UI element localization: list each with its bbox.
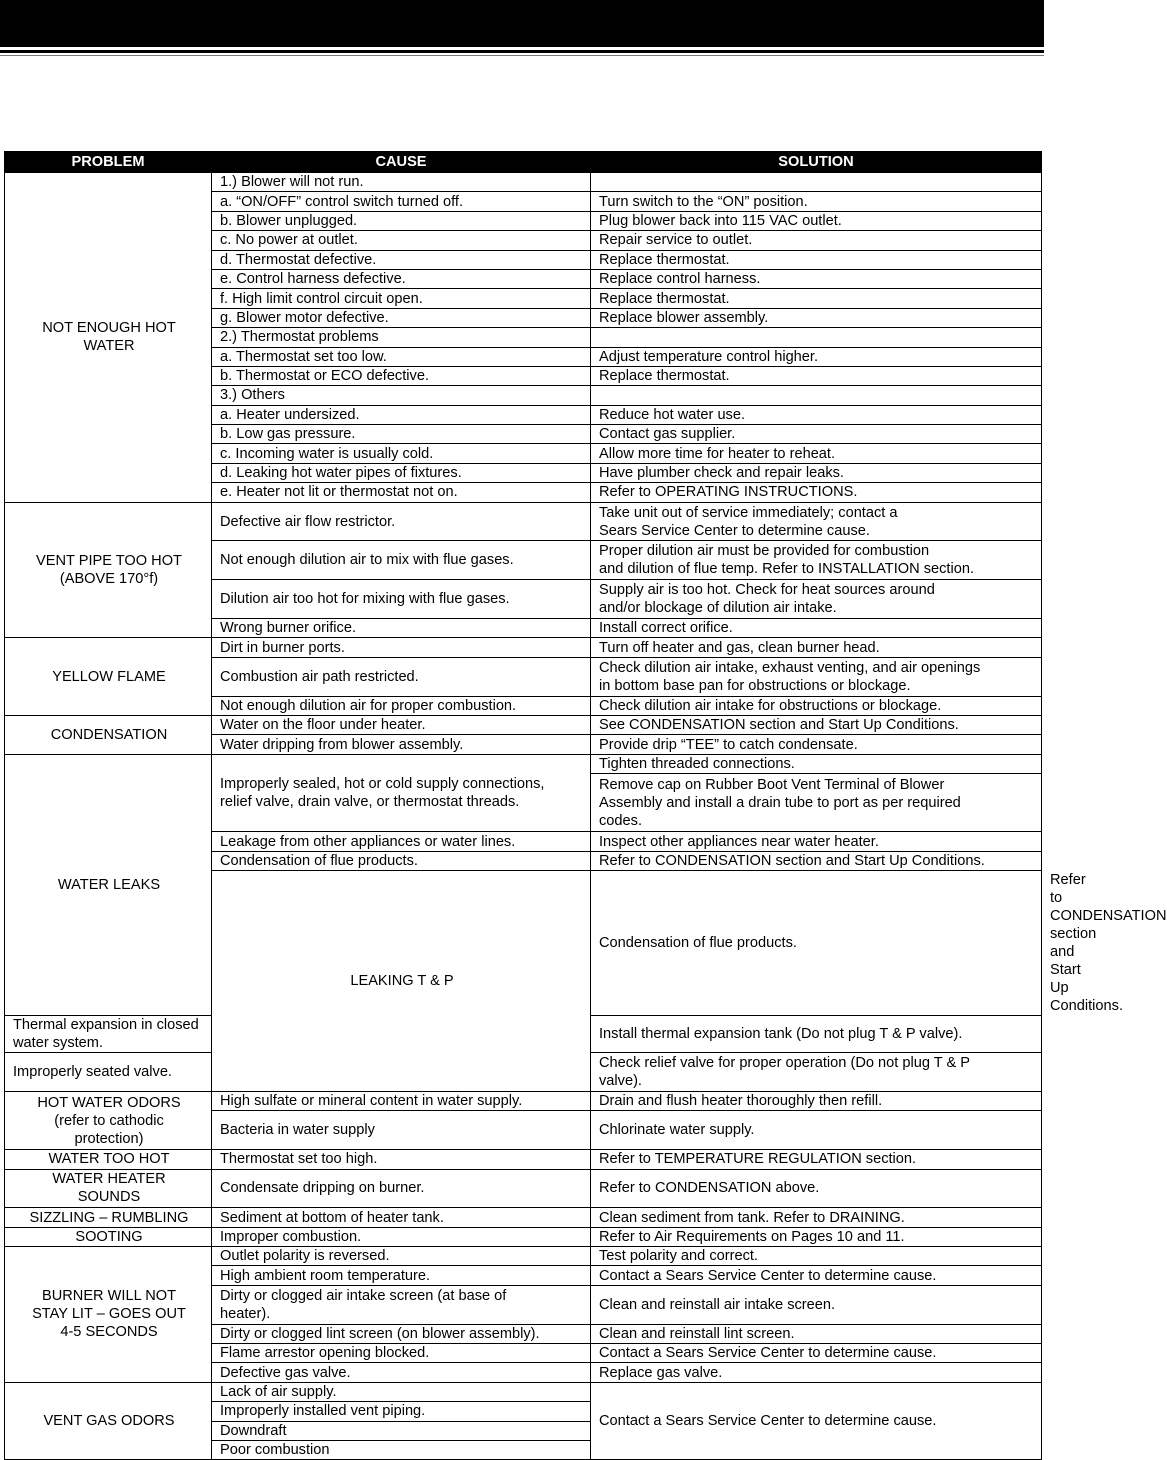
cause-cell: 1.) Blower will not run.: [212, 173, 591, 192]
solution-cell: Check dilution air intake, exhaust venting, and air openings in bottom base pan for obstructions or blockage.: [591, 657, 1042, 696]
table-row: [5, 638, 1042, 657]
solution-cell: Supply air is too hot. Check for heat sources around and/or blockage of dilution air intake.: [591, 580, 1042, 619]
cause-cell: Water on the floor under heater.: [212, 716, 591, 735]
table-header-row: [5, 152, 1042, 173]
cause-cell: b. Thermostat or ECO defective.: [212, 366, 591, 385]
problem-cell: NOT ENOUGH HOT WATER: [5, 173, 212, 503]
solution-cell: Replace gas valve.: [591, 1363, 1042, 1382]
cause-cell: a. “ON/OFF” control switch turned off.: [212, 192, 591, 211]
cause-cell: Improperly sealed, hot or cold supply connections, relief valve, drain valve, or thermostat threads.: [212, 754, 591, 832]
solution-cell: Proper dilution air must be provided for combustion and dilution of flue temp. Refer to INSTALLATION section.: [591, 541, 1042, 580]
header-rule-thin: [0, 55, 1044, 56]
cause-cell: Improper combustion.: [212, 1227, 591, 1246]
solution-cell: Test polarity and correct.: [591, 1247, 1042, 1266]
solution-cell: Chlorinate water supply.: [591, 1111, 1042, 1150]
solution-cell: Replace blower assembly.: [591, 308, 1042, 327]
table-row: [5, 502, 1042, 541]
table-row: [5, 1227, 1042, 1246]
solution-cell: See CONDENSATION section and Start Up Conditions.: [591, 716, 1042, 735]
solution-cell: Refer to CONDENSATION section and Start Up Conditions.: [591, 851, 1042, 870]
column-header-cause: CAUSE: [212, 152, 591, 173]
solution-cell: Tighten threaded connections.: [591, 754, 1042, 773]
cause-cell: Dirt in burner ports.: [212, 638, 591, 657]
solution-cell: Replace thermostat.: [591, 250, 1042, 269]
table-row: [5, 716, 1042, 735]
solution-cell: Check dilution air intake for obstructions or blockage.: [591, 696, 1042, 715]
cause-cell: c. No power at outlet.: [212, 231, 591, 250]
solution-cell: Install correct orifice.: [591, 619, 1042, 638]
cause-cell: e. Heater not lit or thermostat not on.: [212, 483, 591, 502]
solution-cell: Contact a Sears Service Center to determine cause.: [591, 1266, 1042, 1285]
cause-cell: d. Leaking hot water pipes of fixtures.: [212, 463, 591, 482]
cause-cell: Outlet polarity is reversed.: [212, 1247, 591, 1266]
solution-cell: Reduce hot water use.: [591, 405, 1042, 424]
table-row: [5, 1247, 1042, 1266]
cause-cell: b. Low gas pressure.: [212, 425, 591, 444]
solution-cell: Adjust temperature control higher.: [591, 347, 1042, 366]
solution-cell: Replace thermostat.: [591, 289, 1042, 308]
cause-cell: Water dripping from blower assembly.: [212, 735, 591, 754]
table-row: [5, 1150, 1042, 1169]
cause-cell: e. Control harness defective.: [212, 269, 591, 288]
problem-cell: VENT PIPE TOO HOT (ABOVE 170°f): [5, 502, 212, 638]
cause-cell: g. Blower motor defective.: [212, 308, 591, 327]
cause-cell: f. High limit control circuit open.: [212, 289, 591, 308]
solution-cell: Refer to CONDENSATION above.: [591, 1169, 1042, 1208]
cause-cell: Sediment at bottom of heater tank.: [212, 1208, 591, 1227]
cause-cell: High sulfate or mineral content in water supply.: [212, 1091, 591, 1110]
solution-cell: Allow more time for heater to reheat.: [591, 444, 1042, 463]
cause-cell: 3.) Others: [212, 386, 591, 405]
problem-cell: HOT WATER ODORS (refer to cathodic protection): [5, 1091, 212, 1149]
cause-cell: Dirty or clogged lint screen (on blower assembly).: [212, 1324, 591, 1343]
cause-cell: b. Blower unplugged.: [212, 211, 591, 230]
solution-cell: Have plumber check and repair leaks.: [591, 463, 1042, 482]
table-row: [5, 1382, 1042, 1401]
table-row: [5, 1169, 1042, 1208]
solution-cell: Turn off heater and gas, clean burner head.: [591, 638, 1042, 657]
solution-cell: Replace control harness.: [591, 269, 1042, 288]
cause-cell: d. Thermostat defective.: [212, 250, 591, 269]
cause-cell: Wrong burner orifice.: [212, 619, 591, 638]
cause-cell: Condensation of flue products.: [591, 871, 1042, 1016]
header-rule: [0, 50, 1044, 53]
table-row: [5, 754, 1042, 773]
cause-cell: 2.) Thermostat problems: [212, 328, 591, 347]
cause-cell: a. Heater undersized.: [212, 405, 591, 424]
solution-cell: Plug blower back into 115 VAC outlet.: [591, 211, 1042, 230]
table-row: [5, 173, 1042, 192]
solution-cell: Refer to OPERATING INSTRUCTIONS.: [591, 483, 1042, 502]
solution-cell: Repair service to outlet.: [591, 231, 1042, 250]
problem-cell: VENT GAS ODORS: [5, 1382, 212, 1460]
cause-cell: Defective air flow restrictor.: [212, 502, 591, 541]
problem-cell: SIZZLING – RUMBLING: [5, 1208, 212, 1227]
troubleshooting-table: [4, 151, 1167, 1460]
cause-cell: Improperly installed vent piping.: [212, 1402, 591, 1421]
problem-cell: WATER TOO HOT: [5, 1150, 212, 1169]
cause-cell: Not enough dilution air for proper combustion.: [212, 696, 591, 715]
solution-cell: Drain and flush heater thoroughly then refill.: [591, 1091, 1042, 1110]
cause-cell: Thermal expansion in closed water system.: [5, 1016, 212, 1053]
solution-cell: [591, 328, 1042, 347]
solution-cell: Contact a Sears Service Center to determine cause.: [591, 1344, 1042, 1363]
solution-cell: Clean and reinstall air intake screen.: [591, 1285, 1042, 1324]
problem-cell: LEAKING T & P: [212, 871, 591, 1092]
cause-cell: Combustion air path restricted.: [212, 657, 591, 696]
cause-cell: Dilution air too hot for mixing with flue gases.: [212, 580, 591, 619]
problem-cell: WATER HEATER SOUNDS: [5, 1169, 212, 1208]
cause-cell: Downdraft: [212, 1421, 591, 1440]
cause-cell: Condensation of flue products.: [212, 851, 591, 870]
table-row: LEAKING T & P Condensation of flue products. Refer to CONDENSATION section and Start Up Conditions.: [5, 871, 1042, 1016]
cause-cell: a. Thermostat set too low.: [212, 347, 591, 366]
table-row: [5, 1091, 1042, 1110]
cause-cell: High ambient room temperature.: [212, 1266, 591, 1285]
solution-cell: [591, 173, 1042, 192]
cause-cell: Improperly seated valve.: [5, 1053, 212, 1092]
solution-cell: Install thermal expansion tank (Do not plug T & P valve).: [591, 1016, 1042, 1053]
solution-cell: Inspect other appliances near water heater.: [591, 832, 1042, 851]
solution-cell: Take unit out of service immediately; contact a Sears Service Center to determine cause.: [591, 502, 1042, 541]
cause-cell: Flame arrestor opening blocked.: [212, 1344, 591, 1363]
cause-cell: c. Incoming water is usually cold.: [212, 444, 591, 463]
problem-cell: SOOTING: [5, 1227, 212, 1246]
cause-cell: Bacteria in water supply: [212, 1111, 591, 1150]
problem-cell: BURNER WILL NOT STAY LIT – GOES OUT 4-5 SECONDS: [5, 1247, 212, 1383]
cause-cell: Not enough dilution air to mix with flue gases.: [212, 541, 591, 580]
problem-cell: WATER LEAKS: [5, 754, 212, 1015]
solution-cell: Clean sediment from tank. Refer to DRAINING.: [591, 1208, 1042, 1227]
solution-cell: Contact gas supplier.: [591, 425, 1042, 444]
cause-cell: Lack of air supply.: [212, 1382, 591, 1401]
cause-cell: Thermostat set too high.: [212, 1150, 591, 1169]
solution-cell: Replace thermostat.: [591, 366, 1042, 385]
solution-cell: Contact a Sears Service Center to determine cause.: [591, 1382, 1042, 1460]
solution-cell: Refer to Air Requirements on Pages 10 and 11.: [591, 1227, 1042, 1246]
table-row: [5, 1208, 1042, 1227]
solution-cell: Refer to TEMPERATURE REGULATION section.: [591, 1150, 1042, 1169]
header-bar: [0, 0, 1044, 47]
cause-cell: Leakage from other appliances or water lines.: [212, 832, 591, 851]
column-header-problem: PROBLEM: [5, 152, 212, 173]
solution-cell: Provide drip “TEE” to catch condensate.: [591, 735, 1042, 754]
solution-cell: [591, 386, 1042, 405]
cause-cell: Condensate dripping on burner.: [212, 1169, 591, 1208]
column-header-solution: SOLUTION: [591, 152, 1042, 173]
solution-cell: Clean and reinstall lint screen.: [591, 1324, 1042, 1343]
solution-cell: Turn switch to the “ON” position.: [591, 192, 1042, 211]
solution-cell: Remove cap on Rubber Boot Vent Terminal of Blower Assembly and install a drain tube to port as per required codes.: [591, 774, 1042, 832]
solution-cell: Check relief valve for proper operation (Do not plug T & P valve).: [591, 1053, 1042, 1092]
cause-cell: Dirty or clogged air intake screen (at base of heater).: [212, 1285, 591, 1324]
problem-cell: YELLOW FLAME: [5, 638, 212, 716]
cause-cell: Poor combustion: [212, 1441, 591, 1460]
cause-cell: Defective gas valve.: [212, 1363, 591, 1382]
problem-cell: CONDENSATION: [5, 716, 212, 755]
